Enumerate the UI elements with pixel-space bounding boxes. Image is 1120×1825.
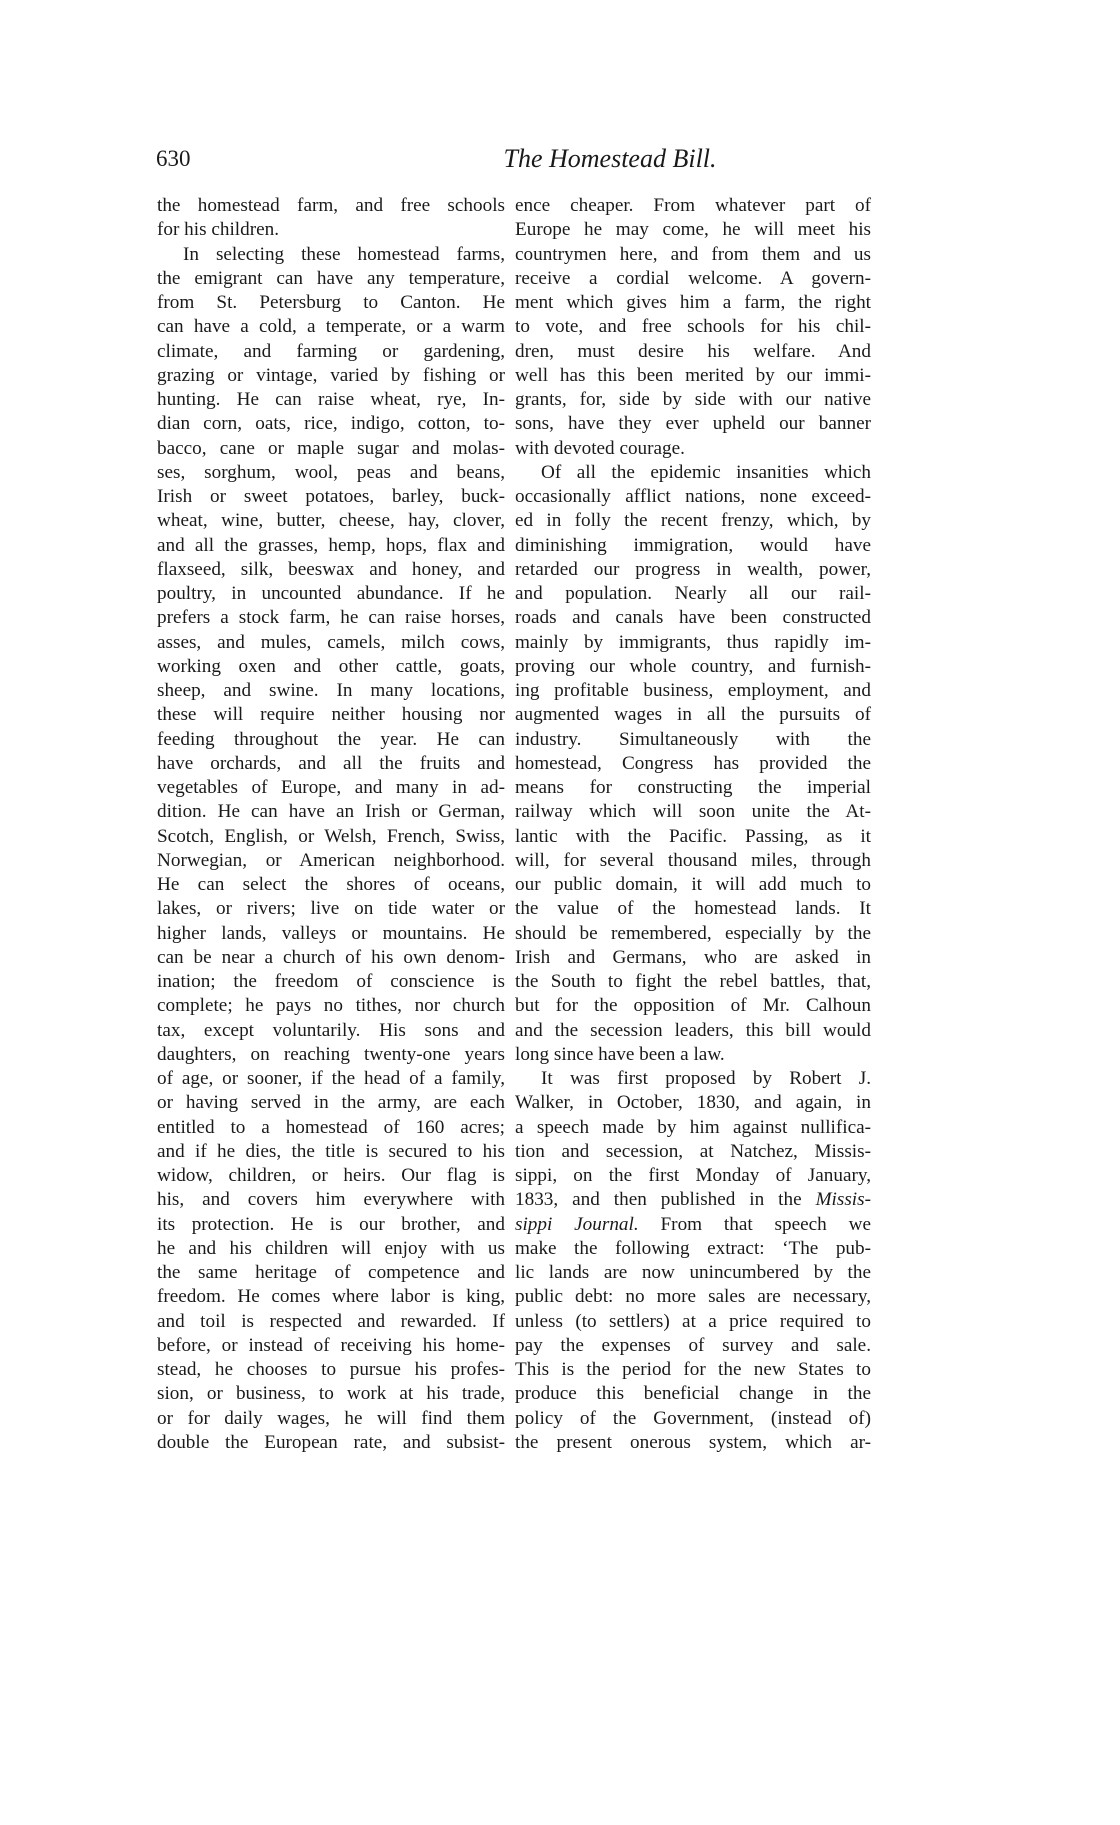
text-line: tion and secession, at Natchez, Missis-: [515, 1140, 871, 1162]
text-line: of age, or sooner, if the head of a family,: [157, 1068, 505, 1089]
text-line: ed in folly the recent frenzy, which, by: [515, 510, 871, 532]
text-line: tax, except voluntarily. His sons and: [157, 1019, 505, 1041]
text-line: retarded our progress in wealth, power,: [515, 558, 871, 580]
text-line: grazing or vintage, varied by fishing or: [157, 364, 505, 386]
text-line: Norwegian, or American neighborhood.: [157, 849, 505, 871]
right-column: [515, 194, 871, 1455]
text-line: but for the opposition of Mr. Calhoun: [515, 995, 871, 1017]
text-line: asses, and mules, camels, milch cows,: [157, 631, 505, 653]
text-line: have orchards, and all the fruits and: [157, 752, 505, 774]
text-line: In selecting these homestead farms,: [183, 243, 505, 265]
text-line: and if he dies, the title is secured to his: [157, 1140, 505, 1162]
italic-text: Missis-: [815, 1189, 871, 1211]
text-line: grants, for, side by side with our native: [515, 389, 871, 410]
text-line: our public domain, it will add much to: [515, 874, 871, 895]
text-line: ses, sorghum, wool, peas and beans,: [157, 461, 505, 483]
text-line: Walker, in October, 1830, and again, in: [515, 1092, 871, 1114]
text-line: or having served in the army, are each: [157, 1092, 505, 1114]
text-line: public debt: no more sales are necessary,: [515, 1286, 871, 1308]
text-line: higher lands, valleys or mountains. He: [157, 922, 505, 944]
text-line: and the secession leaders, this bill would: [515, 1019, 871, 1041]
italic-text: sippi Journal.: [515, 1213, 639, 1235]
text-line: It was first proposed by Robert J.: [541, 1068, 871, 1089]
text-line: receive a cordial welcome. A govern-: [515, 267, 871, 289]
text-line: daughters, on reaching twenty-one years: [157, 1043, 505, 1065]
text-line: its protection. He is our brother, and: [157, 1213, 505, 1235]
text-line: ing profitable business, employment, and: [515, 680, 871, 701]
text-line: a speech made by him against nullifica-: [515, 1116, 871, 1138]
text-line: entitled to a homestead of 160 acres;: [157, 1116, 505, 1138]
text-line: to vote, and free schools for his chil-: [515, 316, 871, 338]
text-line: policy of the Government, (instead of): [515, 1407, 871, 1429]
text-line: means for constructing the imperial: [515, 777, 871, 798]
text-line: will, for several thousand miles, through: [515, 849, 871, 871]
text-line: with devoted courage.: [515, 437, 685, 459]
text-line: sion, or business, to work at his trade,: [157, 1383, 505, 1405]
text-line: can be near a church of his own denom-: [157, 946, 505, 968]
text-line: dren, must desire his welfare. And: [515, 340, 871, 362]
text-line: Scotch, English, or Welsh, French, Swiss,: [157, 825, 505, 847]
text-line: vegetables of Europe, and many in ad-: [157, 777, 505, 798]
text-line: flaxseed, silk, beeswax and honey, and: [157, 558, 505, 580]
text-line: hunting. He can raise wheat, rye, In-: [157, 389, 505, 410]
text-line: produce this beneficial change in the: [515, 1383, 871, 1405]
text-line: railway which will soon unite the At-: [515, 801, 871, 823]
text-line: well has this been merited by our immi-: [515, 364, 871, 386]
text-line: occasionally afflict nations, none exceed-: [515, 486, 871, 507]
text-line: ination; the freedom of conscience is: [157, 971, 505, 992]
text-line: lic lands are now unincumbered by the: [515, 1262, 871, 1283]
text-line: roads and canals have been constructed: [515, 607, 871, 629]
text-line: wheat, wine, butter, cheese, hay, clover,: [157, 510, 505, 532]
text-line: diminishing immigration, would have: [515, 534, 871, 556]
text-line: complete; he pays no tithes, nor church: [157, 995, 505, 1017]
text-line: lakes, or rivers; live on tide water or: [157, 898, 505, 920]
text-line: bacco, cane or maple sugar and molas-: [157, 437, 505, 459]
text-line: the present onerous system, which ar-: [515, 1431, 871, 1453]
text-line: sippi Journal. From that speech we: [515, 1213, 871, 1235]
text-line: and population. Nearly all our rail-: [515, 583, 871, 604]
text-line: the value of the homestead lands. It: [515, 898, 871, 920]
text-line: Irish and Germans, who are asked in: [515, 946, 871, 968]
page-number: 630: [156, 146, 191, 171]
left-column: [157, 194, 505, 1455]
text-line: sippi, on the first Monday of January,: [515, 1165, 871, 1186]
text-line: Irish or sweet potatoes, barley, buck-: [157, 486, 505, 507]
text-line: pay the expenses of survey and sale.: [515, 1334, 871, 1356]
text-line: sheep, and swine. In many locations,: [157, 680, 505, 701]
running-title: The Homestead Bill.: [503, 144, 717, 173]
text-line: countrymen here, and from them and us: [515, 243, 871, 265]
text-line: augmented wages in all the pursuits of: [515, 704, 871, 726]
text-line: the homestead farm, and free schools: [157, 195, 505, 216]
text-line: the South to fight the rebel battles, that,: [515, 971, 871, 992]
text-line: he and his children will enjoy with us: [157, 1237, 505, 1259]
text-line: climate, and farming or gardening,: [157, 340, 505, 362]
text-line: dition. He can have an Irish or German,: [157, 801, 505, 823]
text-line: homestead, Congress has provided the: [515, 752, 871, 774]
text-line: 1833, and then published in the Missis-: [515, 1189, 871, 1211]
text-line: widow, children, or heirs. Our flag is: [157, 1165, 505, 1186]
text-line: from St. Petersburg to Canton. He: [157, 292, 505, 313]
text-line: mainly by immigrants, thus rapidly im-: [515, 631, 871, 653]
text-line: feeding throughout the year. He can: [157, 728, 505, 750]
text-line: freedom. He comes where labor is king,: [157, 1286, 505, 1308]
text-line: can have a cold, a temperate, or a warm: [157, 316, 505, 338]
text-line: before, or instead of receiving his home-: [157, 1334, 505, 1356]
text-line: Europe he may come, he will meet his: [515, 219, 871, 241]
text-line: make the following extract: ‘The pub-: [515, 1237, 871, 1259]
text-line: or for daily wages, he will find them: [157, 1407, 505, 1429]
text-line: dian corn, oats, rice, indigo, cotton, to-: [157, 413, 505, 435]
text-line: his, and covers him everywhere with: [157, 1189, 505, 1211]
text-line: double the European rate, and subsist-: [157, 1431, 505, 1453]
text-line: lantic with the Pacific. Passing, as it: [515, 825, 871, 847]
text-line: and all the grasses, hemp, hops, flax and: [157, 534, 505, 556]
text-line: the emigrant can have any temperature,: [157, 267, 505, 289]
text-line: unless (to settlers) at a price required to: [515, 1310, 871, 1332]
text-line: He can select the shores of oceans,: [157, 874, 505, 895]
text-line: long since have been a law.: [515, 1043, 725, 1065]
text-line: poultry, in uncounted abundance. If he: [157, 583, 505, 604]
text-line: sons, have they ever upheld our banner: [515, 413, 871, 435]
text-line: working oxen and other cattle, goats,: [157, 655, 505, 677]
text-line: the same heritage of competence and: [157, 1262, 505, 1283]
text-line: Of all the epidemic insanities which: [541, 461, 871, 483]
text-line: This is the period for the new States to: [515, 1359, 871, 1380]
text-line: ment which gives him a farm, the right: [515, 292, 871, 313]
text-line: proving our whole country, and furnish-: [515, 655, 871, 677]
text-line: should be remembered, especially by the: [515, 922, 871, 944]
text-line: industry. Simultaneously with the: [515, 728, 871, 750]
text-line: and toil is respected and rewarded. If: [157, 1310, 505, 1332]
text-line: ence cheaper. From whatever part of: [515, 195, 871, 216]
text-line: these will require neither housing nor: [157, 704, 505, 726]
text-line: stead, he chooses to pursue his profes-: [157, 1359, 505, 1380]
text-line: prefers a stock farm, he can raise horses,: [157, 607, 505, 629]
text-line: for his children.: [157, 219, 280, 241]
